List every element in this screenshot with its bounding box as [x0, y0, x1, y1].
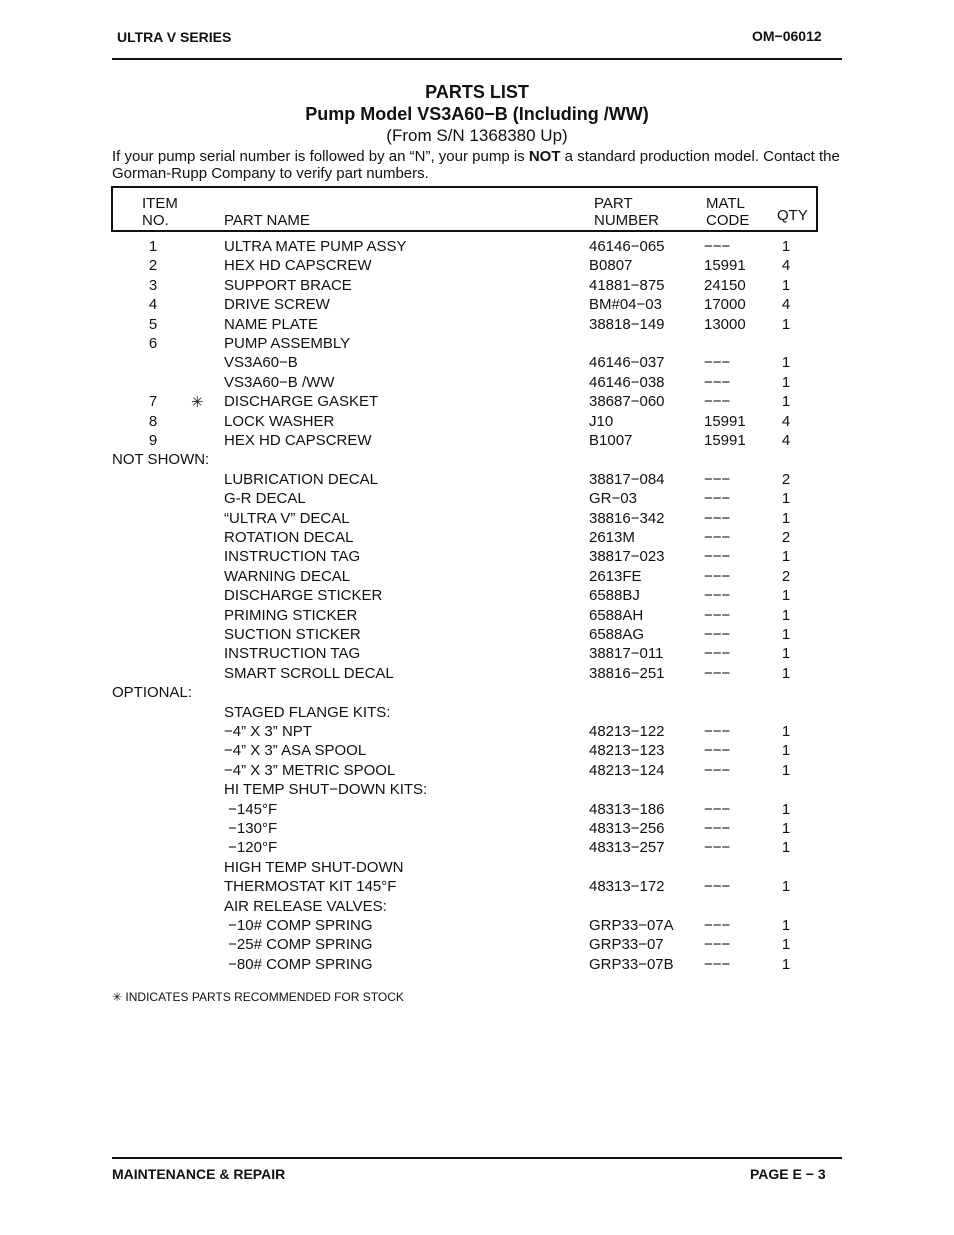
part-number: 2613M — [589, 529, 635, 546]
matl-code: −−− — [704, 238, 731, 255]
quantity: 1 — [781, 936, 791, 954]
part-number: 38817−023 — [589, 548, 665, 566]
matl-code: −−− — [704, 587, 731, 605]
item-number: 4 — [148, 296, 158, 314]
matl-code: 15991 — [704, 412, 746, 430]
quantity: 1 — [781, 354, 791, 372]
quantity: 1 — [781, 723, 791, 740]
item-number: 6 — [148, 335, 158, 352]
col-item-label-2: NO. — [142, 212, 169, 229]
header-rule — [112, 58, 842, 60]
part-name: NAME PLATE — [224, 315, 318, 333]
part-number: 48213−123 — [589, 742, 665, 760]
part-name: VS3A60−B — [224, 354, 298, 372]
table-row — [0, 510, 954, 529]
quantity: 2 — [781, 470, 791, 488]
part-name: LOCK WASHER — [224, 412, 335, 430]
matl-code: −−− — [704, 955, 731, 973]
intro-text-bold: NOT — [528, 148, 561, 165]
matl-code: −−− — [704, 470, 731, 488]
part-number: GR−03 — [589, 490, 637, 508]
part-name: ULTRA MATE PUMP ASSY — [224, 238, 407, 255]
part-name: STAGED FLANGE KITS: — [224, 703, 391, 721]
matl-code: −−− — [704, 742, 731, 760]
part-number: 48213−122 — [589, 723, 665, 740]
item-number: 9 — [148, 432, 158, 449]
table-row — [0, 257, 954, 276]
part-name: −4” X 3” NPT — [224, 723, 312, 740]
part-name: SMART SCROLL DECAL — [224, 664, 394, 682]
part-name: G-R DECAL — [224, 490, 306, 508]
table-row — [0, 936, 954, 955]
matl-code: −−− — [704, 820, 731, 837]
table-row — [0, 839, 954, 858]
part-name: INSTRUCTION TAG — [224, 645, 361, 663]
intro-text-post: a standard production model. Contact the Gorman-Rupp Company to verify part numbers. — [112, 148, 840, 182]
part-name: HEX HD CAPSCREW — [224, 432, 372, 449]
table-row — [0, 529, 954, 548]
quantity: 1 — [781, 820, 791, 837]
part-name: −25# COMP SPRING — [224, 936, 373, 954]
quantity: 4 — [781, 296, 791, 314]
table-row — [0, 956, 954, 975]
part-number: 6588AG — [589, 626, 645, 643]
table-row — [0, 277, 954, 296]
quantity: 1 — [781, 664, 791, 682]
table-row — [0, 587, 954, 606]
table-row — [0, 607, 954, 626]
quantity: 1 — [781, 761, 791, 779]
part-name: VS3A60−B /WW — [224, 373, 335, 391]
series-title: ULTRA V SERIES — [117, 29, 232, 45]
quantity: 1 — [781, 878, 791, 896]
part-number: 6588AH — [589, 606, 644, 624]
table-row — [0, 548, 954, 567]
table-row — [0, 568, 954, 587]
table-row — [0, 296, 954, 315]
matl-code: −−− — [704, 548, 731, 566]
table-row — [0, 878, 954, 897]
table-row — [0, 645, 954, 664]
col-matl-code-label-2: CODE — [706, 212, 750, 229]
part-number: 48313−172 — [589, 878, 665, 896]
part-name: WARNING DECAL — [224, 567, 351, 585]
quantity: 1 — [781, 606, 791, 624]
table-row — [0, 354, 954, 373]
part-number: 48313−186 — [589, 800, 665, 818]
table-row — [0, 432, 954, 451]
part-number: GRP33−07B — [589, 955, 674, 973]
part-name: −4” X 3” METRIC SPOOL — [224, 761, 396, 779]
matl-code: −−− — [704, 839, 731, 857]
col-part-number-label-2: NUMBER — [594, 212, 660, 229]
table-row — [0, 238, 954, 257]
quantity: 1 — [781, 742, 791, 760]
part-number: 38817−011 — [589, 645, 664, 663]
quantity: 1 — [781, 393, 791, 411]
matl-code: −−− — [704, 354, 731, 372]
parts-list-title: PARTS LIST — [425, 82, 529, 102]
quantity: 1 — [781, 509, 791, 527]
table-row — [0, 723, 954, 742]
quantity: 2 — [781, 567, 791, 585]
table-row — [0, 898, 954, 917]
part-name: PUMP ASSEMBLY — [224, 335, 351, 352]
part-number: 38816−342 — [589, 509, 665, 527]
part-name: −4” X 3” ASA SPOOL — [224, 742, 367, 760]
intro-text-pre: If your pump serial number is followed by an “N”, your pump is — [112, 148, 529, 165]
table-row — [0, 742, 954, 761]
quantity: 1 — [781, 839, 791, 857]
col-part-number-label-1: PART — [594, 195, 633, 212]
item-number: 8 — [148, 412, 158, 430]
matl-code: 15991 — [704, 432, 746, 449]
quantity: 1 — [781, 587, 791, 605]
part-name: AIR RELEASE VALVES: — [224, 897, 387, 915]
section-label: NOT SHOWN: — [112, 451, 210, 469]
part-number: GRP33−07A — [589, 917, 674, 934]
quantity: 1 — [781, 548, 791, 566]
quantity: 1 — [781, 955, 791, 973]
item-number: 1 — [148, 238, 158, 255]
table-row — [0, 859, 954, 878]
part-number: 48313−257 — [589, 839, 665, 857]
quantity: 4 — [781, 412, 791, 430]
col-matl-code-label-1: MATL — [706, 195, 745, 212]
part-number: 38816−251 — [589, 664, 665, 682]
part-name: PRIMING STICKER — [224, 606, 358, 624]
table-row — [0, 471, 954, 490]
part-name: SUPPORT BRACE — [224, 276, 352, 294]
matl-code: 17000 — [704, 296, 746, 314]
quantity: 1 — [781, 238, 791, 255]
part-name: THERMOSTAT KIT 145°F — [224, 878, 397, 896]
part-number: GRP33−07 — [589, 936, 664, 954]
star-icon: ✳ — [191, 394, 204, 412]
part-name: −145°F — [224, 800, 278, 818]
part-name: INSTRUCTION TAG — [224, 548, 361, 566]
star-icon: ✳ — [112, 990, 123, 1004]
part-number: 48213−124 — [589, 761, 665, 779]
matl-code: −−− — [704, 664, 731, 682]
matl-code: −−− — [704, 800, 731, 818]
quantity: 1 — [781, 276, 791, 294]
quantity: 4 — [781, 432, 791, 449]
part-number: 38817−084 — [589, 470, 665, 488]
part-name: −120°F — [224, 839, 278, 857]
part-name: −130°F — [224, 820, 278, 837]
part-number: B0807 — [589, 257, 633, 275]
part-name: DRIVE SCREW — [224, 296, 330, 314]
document-number: OM−06012 — [752, 28, 822, 44]
serial-range: (From S/N 1368380 Up) — [386, 126, 568, 145]
part-name: “ULTRA V” DECAL — [224, 509, 350, 527]
part-number: 6588BJ — [589, 587, 640, 605]
part-number: 38818−149 — [589, 315, 665, 333]
table-row — [0, 393, 954, 412]
matl-code: −−− — [704, 490, 731, 508]
table-row — [0, 316, 954, 335]
part-number: 46146−038 — [589, 373, 665, 391]
matl-code: −−− — [704, 509, 731, 527]
matl-code: 24150 — [704, 276, 746, 294]
column-header — [111, 186, 818, 232]
col-item-label-1: ITEM — [142, 195, 178, 212]
table-row — [0, 626, 954, 645]
part-number: 41881−875 — [589, 276, 665, 294]
quantity: 4 — [781, 257, 791, 275]
intro-paragraph — [112, 148, 847, 182]
matl-code: 13000 — [704, 315, 746, 333]
table-row — [0, 762, 954, 781]
table-row — [0, 335, 954, 354]
table-row — [0, 413, 954, 432]
section-title: MAINTENANCE & REPAIR — [112, 1166, 286, 1182]
matl-code: −−− — [704, 761, 731, 779]
page-number: PAGE E − 3 — [750, 1166, 826, 1182]
part-name: HEX HD CAPSCREW — [224, 257, 372, 275]
table-row — [0, 374, 954, 393]
quantity: 2 — [781, 529, 791, 546]
table-row — [0, 801, 954, 820]
matl-code: −−− — [704, 373, 731, 391]
part-number: BM#04−03 — [589, 296, 662, 314]
table-row — [0, 704, 954, 723]
matl-code: 15991 — [704, 257, 746, 275]
matl-code: −−− — [704, 878, 731, 896]
quantity: 1 — [781, 315, 791, 333]
table-row — [0, 490, 954, 509]
table-row — [0, 917, 954, 936]
item-number: 7 — [148, 393, 158, 411]
quantity: 1 — [781, 645, 791, 663]
part-name: HIGH TEMP SHUT-DOWN — [224, 858, 404, 876]
matl-code: −−− — [704, 917, 731, 934]
item-number: 5 — [148, 315, 158, 333]
stock-note — [112, 990, 404, 1004]
part-name: −80# COMP SPRING — [224, 955, 373, 973]
part-number: 46146−037 — [589, 354, 665, 372]
table-row — [0, 820, 954, 839]
table-row — [0, 781, 954, 800]
part-name: DISCHARGE STICKER — [224, 587, 383, 605]
matl-code: −−− — [704, 567, 731, 585]
part-name: −10# COMP SPRING — [224, 917, 373, 934]
pump-model-title: Pump Model VS3A60−B (Including /WW) — [305, 104, 649, 124]
footer-rule — [112, 1157, 842, 1159]
matl-code: −−− — [704, 606, 731, 624]
matl-code: −−− — [704, 626, 731, 643]
matl-code: −−− — [704, 645, 731, 663]
part-number: 38687−060 — [589, 393, 665, 411]
part-number: B1007 — [589, 432, 633, 449]
item-number: 3 — [148, 276, 158, 294]
part-name: SUCTION STICKER — [224, 626, 361, 643]
part-name: DISCHARGE GASKET — [224, 393, 379, 411]
item-number: 2 — [148, 257, 158, 275]
matl-code: −−− — [704, 723, 731, 740]
matl-code: −−− — [704, 393, 731, 411]
matl-code: −−− — [704, 529, 731, 546]
part-number: 2613FE — [589, 567, 642, 585]
quantity: 1 — [781, 800, 791, 818]
part-name: HI TEMP SHUT−DOWN KITS: — [224, 781, 428, 799]
section-label: OPTIONAL: — [112, 684, 193, 702]
col-qty-label: QTY — [777, 207, 808, 224]
table-row — [0, 665, 954, 684]
part-name: ROTATION DECAL — [224, 529, 354, 546]
part-number: 46146−065 — [589, 238, 665, 255]
quantity: 1 — [781, 917, 791, 934]
matl-code: −−− — [704, 936, 731, 954]
part-number: J10 — [589, 412, 614, 430]
col-part-name-label: PART NAME — [224, 212, 310, 229]
quantity: 1 — [781, 626, 791, 643]
quantity: 1 — [781, 490, 791, 508]
quantity: 1 — [781, 373, 791, 391]
section-row — [0, 684, 954, 703]
part-name: LUBRICATION DECAL — [224, 470, 378, 488]
stock-note-text: INDICATES PARTS RECOMMENDED FOR STOCK — [125, 990, 404, 1004]
part-number: 48313−256 — [589, 820, 665, 837]
section-row — [0, 451, 954, 470]
